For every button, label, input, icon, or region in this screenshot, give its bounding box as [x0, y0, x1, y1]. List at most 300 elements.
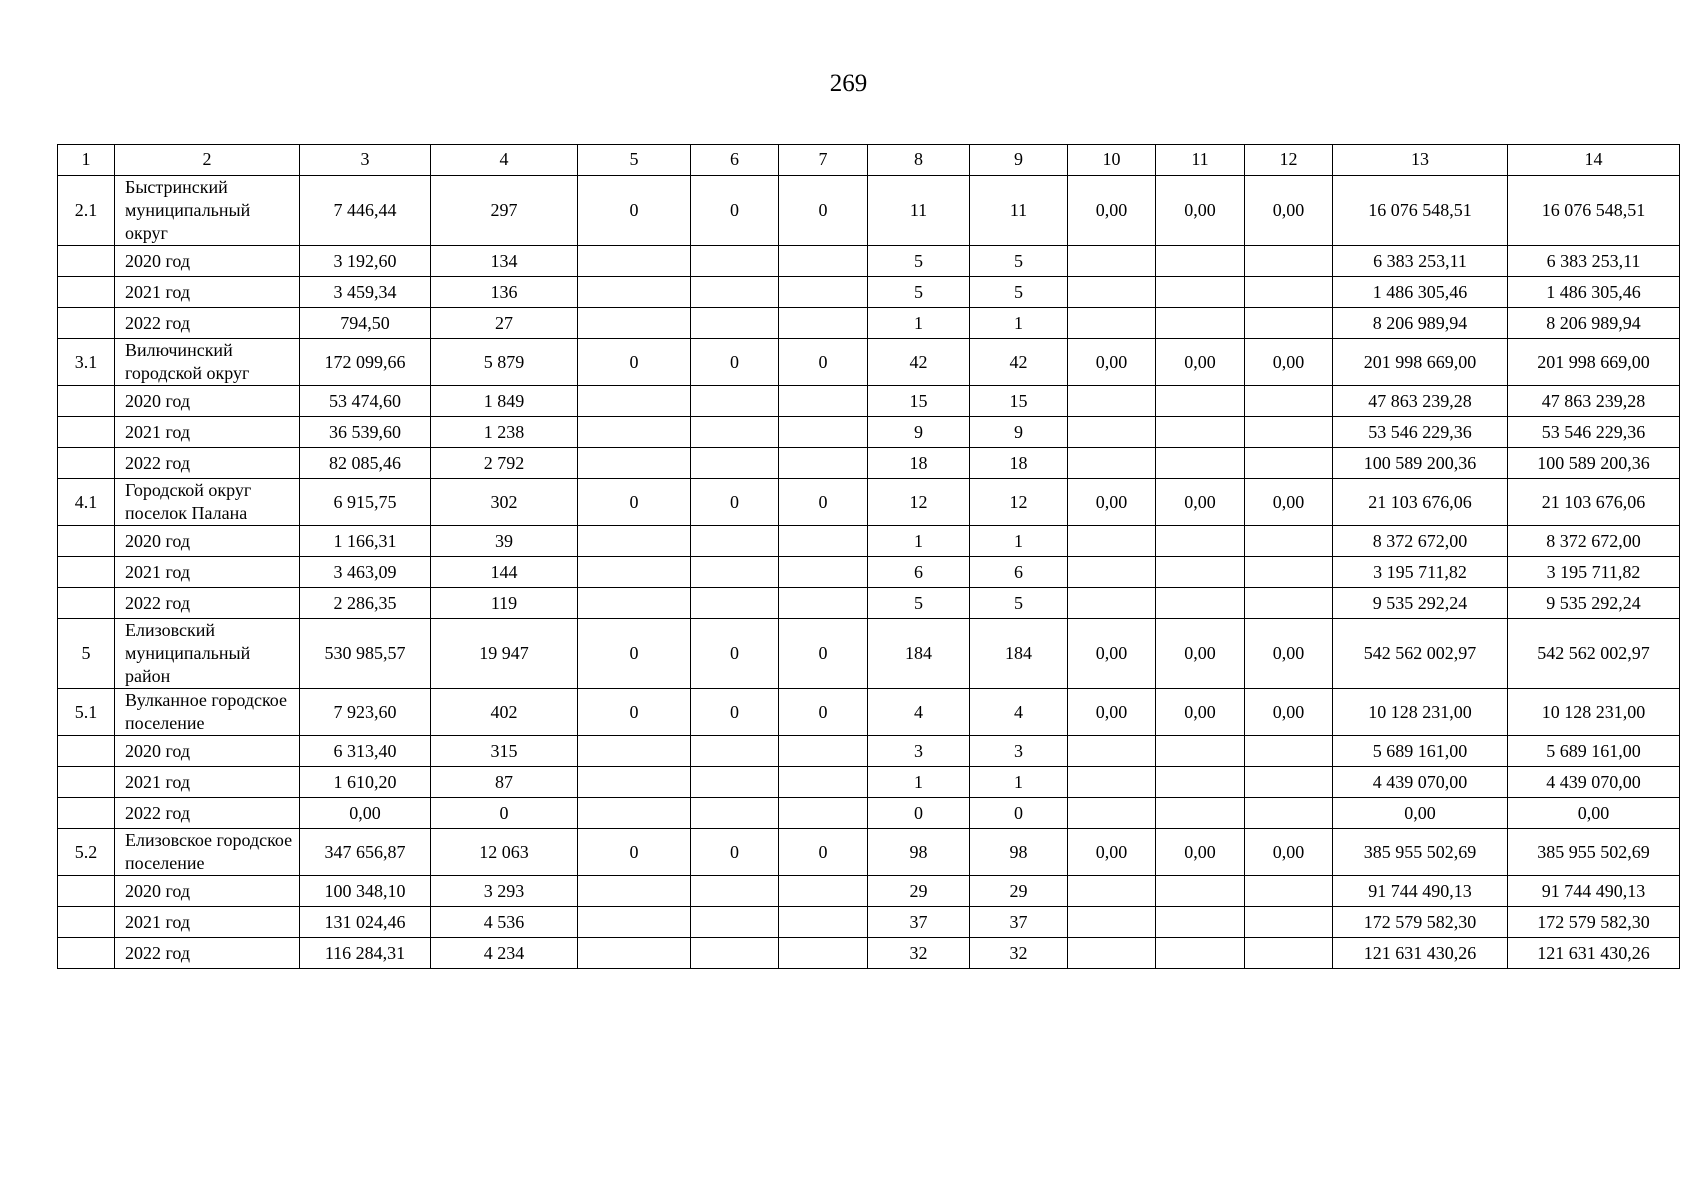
value-cell [1245, 246, 1333, 277]
value-cell [691, 277, 779, 308]
value-cell [578, 277, 691, 308]
column-number-cell: 14 [1508, 145, 1680, 176]
value-cell [1245, 417, 1333, 448]
value-cell: 0 [691, 176, 779, 246]
value-cell [691, 386, 779, 417]
value-cell: 3 192,60 [300, 246, 431, 277]
page-number: 269 [829, 70, 868, 97]
value-cell: 29 [868, 876, 970, 907]
value-cell [779, 557, 868, 588]
municipality-row [58, 339, 1680, 386]
value-cell: 0 [691, 689, 779, 736]
value-cell: 0 [578, 176, 691, 246]
row-name-cell: Вулканное городское поселение [115, 689, 300, 736]
value-cell [1156, 448, 1245, 479]
value-cell: 8 206 989,94 [1508, 308, 1680, 339]
value-cell: 18 [970, 448, 1068, 479]
value-cell: 542 562 002,97 [1333, 619, 1508, 689]
value-cell: 0,00 [1245, 176, 1333, 246]
value-cell: 530 985,57 [300, 619, 431, 689]
value-cell: 0,00 [1245, 619, 1333, 689]
value-cell [691, 767, 779, 798]
value-cell: 1 [868, 526, 970, 557]
value-cell: 1 486 305,46 [1333, 277, 1508, 308]
value-cell [1068, 798, 1156, 829]
value-cell: 0 [431, 798, 578, 829]
value-cell: 131 024,46 [300, 907, 431, 938]
value-cell: 27 [431, 308, 578, 339]
row-name-cell: 2020 год [115, 736, 300, 767]
value-cell: 0 [779, 176, 868, 246]
value-cell [1156, 246, 1245, 277]
value-cell [578, 876, 691, 907]
value-cell: 39 [431, 526, 578, 557]
column-number-cell: 2 [115, 145, 300, 176]
value-cell [578, 588, 691, 619]
value-cell: 172 099,66 [300, 339, 431, 386]
value-cell [1068, 938, 1156, 969]
row-index-cell [58, 526, 115, 557]
year-row [58, 736, 1680, 767]
value-cell: 0 [578, 479, 691, 526]
value-cell: 5 [970, 277, 1068, 308]
value-cell [578, 767, 691, 798]
value-cell: 0,00 [300, 798, 431, 829]
value-cell [1068, 277, 1156, 308]
value-cell: 542 562 002,97 [1508, 619, 1680, 689]
value-cell: 0,00 [1068, 339, 1156, 386]
municipality-row [58, 619, 1680, 689]
value-cell: 0,00 [1156, 479, 1245, 526]
municipality-row [58, 479, 1680, 526]
row-index-cell [58, 557, 115, 588]
value-cell: 47 863 239,28 [1508, 386, 1680, 417]
row-name-cell: 2021 год [115, 767, 300, 798]
value-cell: 3 459,34 [300, 277, 431, 308]
value-cell [1068, 876, 1156, 907]
row-name-cell: 2021 год [115, 557, 300, 588]
value-cell [779, 246, 868, 277]
value-cell [1156, 277, 1245, 308]
row-index-cell [58, 588, 115, 619]
value-cell [1156, 588, 1245, 619]
value-cell: 100 589 200,36 [1333, 448, 1508, 479]
value-cell [578, 448, 691, 479]
municipality-row [58, 829, 1680, 876]
value-cell: 5 689 161,00 [1333, 736, 1508, 767]
value-cell: 100 348,10 [300, 876, 431, 907]
value-cell: 6 [970, 557, 1068, 588]
value-cell: 100 589 200,36 [1508, 448, 1680, 479]
value-cell [691, 526, 779, 557]
row-index-cell: 5 [58, 619, 115, 689]
year-row [58, 308, 1680, 339]
row-name-cell: 2022 год [115, 308, 300, 339]
row-name-cell: 2021 год [115, 277, 300, 308]
row-index-cell [58, 767, 115, 798]
value-cell: 134 [431, 246, 578, 277]
value-cell: 8 206 989,94 [1333, 308, 1508, 339]
value-cell [578, 907, 691, 938]
value-cell [1156, 938, 1245, 969]
value-cell [691, 938, 779, 969]
value-cell: 5 689 161,00 [1508, 736, 1680, 767]
value-cell: 82 085,46 [300, 448, 431, 479]
value-cell: 98 [868, 829, 970, 876]
value-cell: 11 [970, 176, 1068, 246]
column-number-cell: 1 [58, 145, 115, 176]
value-cell: 8 372 672,00 [1508, 526, 1680, 557]
value-cell [691, 907, 779, 938]
value-cell: 0,00 [1245, 829, 1333, 876]
header-row [58, 145, 1680, 176]
value-cell: 12 [970, 479, 1068, 526]
row-name-cell: Городской округ поселок Палана [115, 479, 300, 526]
value-cell: 119 [431, 588, 578, 619]
value-cell: 6 915,75 [300, 479, 431, 526]
value-cell: 0,00 [1245, 479, 1333, 526]
value-cell [779, 526, 868, 557]
value-cell [1156, 557, 1245, 588]
value-cell: 0,00 [1156, 619, 1245, 689]
value-cell: 347 656,87 [300, 829, 431, 876]
value-cell: 1 849 [431, 386, 578, 417]
value-cell [691, 308, 779, 339]
column-number-cell: 3 [300, 145, 431, 176]
value-cell: 53 546 229,36 [1508, 417, 1680, 448]
value-cell: 385 955 502,69 [1508, 829, 1680, 876]
value-cell: 0 [578, 339, 691, 386]
value-cell: 121 631 430,26 [1333, 938, 1508, 969]
value-cell: 12 063 [431, 829, 578, 876]
value-cell: 0 [691, 619, 779, 689]
column-number-cell: 4 [431, 145, 578, 176]
value-cell: 42 [868, 339, 970, 386]
value-cell: 47 863 239,28 [1333, 386, 1508, 417]
value-cell: 37 [970, 907, 1068, 938]
row-index-cell [58, 448, 115, 479]
value-cell: 5 [868, 277, 970, 308]
value-cell [578, 938, 691, 969]
value-cell [1245, 907, 1333, 938]
value-cell [779, 767, 868, 798]
value-cell: 7 923,60 [300, 689, 431, 736]
row-index-cell: 4.1 [58, 479, 115, 526]
year-row [58, 767, 1680, 798]
value-cell: 1 [970, 308, 1068, 339]
value-cell: 0,00 [1068, 619, 1156, 689]
value-cell: 16 076 548,51 [1333, 176, 1508, 246]
value-cell: 172 579 582,30 [1333, 907, 1508, 938]
row-index-cell: 5.1 [58, 689, 115, 736]
value-cell: 53 546 229,36 [1333, 417, 1508, 448]
year-row [58, 588, 1680, 619]
row-name-cell: Быстринский муниципальный округ [115, 176, 300, 246]
value-cell: 2 792 [431, 448, 578, 479]
year-row [58, 277, 1680, 308]
row-index-cell [58, 938, 115, 969]
value-cell: 4 [970, 689, 1068, 736]
value-cell: 91 744 490,13 [1333, 876, 1508, 907]
value-cell: 116 284,31 [300, 938, 431, 969]
value-cell: 0,00 [1508, 798, 1680, 829]
value-cell: 15 [970, 386, 1068, 417]
row-index-cell [58, 876, 115, 907]
column-number-cell: 10 [1068, 145, 1156, 176]
value-cell [1156, 767, 1245, 798]
value-cell: 5 [970, 588, 1068, 619]
value-cell: 1 [970, 526, 1068, 557]
value-cell: 0,00 [1068, 829, 1156, 876]
value-cell: 0,00 [1156, 176, 1245, 246]
value-cell [1245, 876, 1333, 907]
year-row [58, 246, 1680, 277]
value-cell: 15 [868, 386, 970, 417]
value-cell [1245, 736, 1333, 767]
value-cell [1156, 386, 1245, 417]
value-cell: 402 [431, 689, 578, 736]
value-cell [779, 308, 868, 339]
value-cell: 0 [578, 619, 691, 689]
value-cell [779, 417, 868, 448]
value-cell [1156, 798, 1245, 829]
value-cell [1156, 876, 1245, 907]
value-cell [779, 876, 868, 907]
row-name-cell: 2020 год [115, 526, 300, 557]
year-row [58, 448, 1680, 479]
value-cell: 3 293 [431, 876, 578, 907]
value-cell: 98 [970, 829, 1068, 876]
municipality-row [58, 176, 1680, 246]
value-cell [1245, 386, 1333, 417]
value-cell [691, 798, 779, 829]
value-cell: 10 128 231,00 [1333, 689, 1508, 736]
row-name-cell: 2022 год [115, 798, 300, 829]
value-cell: 11 [868, 176, 970, 246]
column-number-cell: 9 [970, 145, 1068, 176]
value-cell [1245, 588, 1333, 619]
value-cell: 0 [868, 798, 970, 829]
value-cell: 1 [868, 308, 970, 339]
value-cell [1245, 557, 1333, 588]
value-cell [1156, 308, 1245, 339]
row-name-cell: 2022 год [115, 938, 300, 969]
value-cell: 0 [578, 829, 691, 876]
value-cell: 6 313,40 [300, 736, 431, 767]
value-cell: 0 [578, 689, 691, 736]
value-cell [1068, 417, 1156, 448]
year-row [58, 876, 1680, 907]
row-name-cell: 2020 год [115, 246, 300, 277]
row-index-cell [58, 736, 115, 767]
value-cell [691, 736, 779, 767]
value-cell [1068, 907, 1156, 938]
column-number-cell: 11 [1156, 145, 1245, 176]
value-cell: 91 744 490,13 [1508, 876, 1680, 907]
value-cell [578, 386, 691, 417]
value-cell: 0,00 [1156, 339, 1245, 386]
row-name-cell: Вилючинский городской округ [115, 339, 300, 386]
value-cell: 0 [779, 339, 868, 386]
value-cell: 4 439 070,00 [1508, 767, 1680, 798]
value-cell: 0 [779, 619, 868, 689]
value-cell: 4 536 [431, 907, 578, 938]
value-cell: 21 103 676,06 [1508, 479, 1680, 526]
row-index-cell [58, 277, 115, 308]
value-cell: 1 [970, 767, 1068, 798]
value-cell: 0 [779, 829, 868, 876]
value-cell [779, 277, 868, 308]
row-index-cell [58, 308, 115, 339]
value-cell [1156, 736, 1245, 767]
value-cell [1245, 798, 1333, 829]
value-cell [578, 246, 691, 277]
value-cell [691, 588, 779, 619]
row-index-cell [58, 386, 115, 417]
row-name-cell: 2021 год [115, 907, 300, 938]
row-index-cell: 5.2 [58, 829, 115, 876]
row-name-cell: 2021 год [115, 417, 300, 448]
value-cell [1156, 417, 1245, 448]
value-cell [578, 308, 691, 339]
value-cell: 136 [431, 277, 578, 308]
value-cell: 3 195 711,82 [1508, 557, 1680, 588]
value-cell: 385 955 502,69 [1333, 829, 1508, 876]
value-cell [578, 526, 691, 557]
value-cell: 87 [431, 767, 578, 798]
value-cell: 201 998 669,00 [1333, 339, 1508, 386]
value-cell [779, 938, 868, 969]
value-cell [1068, 308, 1156, 339]
value-cell: 10 128 231,00 [1508, 689, 1680, 736]
value-cell [779, 448, 868, 479]
value-cell: 0 [779, 479, 868, 526]
value-cell: 2 286,35 [300, 588, 431, 619]
year-row [58, 417, 1680, 448]
column-number-cell: 8 [868, 145, 970, 176]
value-cell: 42 [970, 339, 1068, 386]
value-cell: 7 446,44 [300, 176, 431, 246]
value-cell [578, 736, 691, 767]
value-cell: 0,00 [1156, 689, 1245, 736]
value-cell: 0,00 [1068, 479, 1156, 526]
value-cell: 16 076 548,51 [1508, 176, 1680, 246]
value-cell: 18 [868, 448, 970, 479]
value-cell: 0,00 [1245, 689, 1333, 736]
value-cell [1068, 526, 1156, 557]
value-cell: 0 [691, 339, 779, 386]
value-cell [691, 557, 779, 588]
value-cell: 315 [431, 736, 578, 767]
value-cell: 3 195 711,82 [1333, 557, 1508, 588]
column-number-cell: 13 [1333, 145, 1508, 176]
value-cell: 144 [431, 557, 578, 588]
value-cell [578, 557, 691, 588]
row-name-cell: 2022 год [115, 588, 300, 619]
row-name-cell: Елизовское городское поселение [115, 829, 300, 876]
value-cell [1245, 308, 1333, 339]
value-cell [1156, 907, 1245, 938]
value-cell: 21 103 676,06 [1333, 479, 1508, 526]
value-cell: 32 [970, 938, 1068, 969]
value-cell: 9 [970, 417, 1068, 448]
value-cell [1245, 277, 1333, 308]
value-cell: 794,50 [300, 308, 431, 339]
value-cell: 4 234 [431, 938, 578, 969]
value-cell [1068, 767, 1156, 798]
value-cell [691, 448, 779, 479]
value-cell: 5 879 [431, 339, 578, 386]
value-cell: 53 474,60 [300, 386, 431, 417]
value-cell [1156, 526, 1245, 557]
value-cell: 1 166,31 [300, 526, 431, 557]
value-cell [1245, 448, 1333, 479]
value-cell [1068, 246, 1156, 277]
value-cell: 0 [779, 689, 868, 736]
value-cell [1068, 588, 1156, 619]
value-cell: 4 439 070,00 [1333, 767, 1508, 798]
municipality-row [58, 689, 1680, 736]
row-index-cell [58, 246, 115, 277]
value-cell: 0 [691, 829, 779, 876]
value-cell: 1 238 [431, 417, 578, 448]
year-row [58, 526, 1680, 557]
column-number-cell: 5 [578, 145, 691, 176]
value-cell [779, 798, 868, 829]
value-cell: 6 383 253,11 [1508, 246, 1680, 277]
value-cell: 121 631 430,26 [1508, 938, 1680, 969]
value-cell [578, 798, 691, 829]
value-cell: 0 [970, 798, 1068, 829]
value-cell: 9 535 292,24 [1508, 588, 1680, 619]
year-row [58, 386, 1680, 417]
value-cell: 0,00 [1245, 339, 1333, 386]
value-cell: 172 579 582,30 [1508, 907, 1680, 938]
value-cell [578, 417, 691, 448]
value-cell: 0,00 [1156, 829, 1245, 876]
value-cell: 297 [431, 176, 578, 246]
row-name-cell: Елизовский муниципальный район [115, 619, 300, 689]
value-cell: 29 [970, 876, 1068, 907]
value-cell [779, 386, 868, 417]
value-cell [691, 246, 779, 277]
value-cell [779, 907, 868, 938]
value-cell: 3 [868, 736, 970, 767]
value-cell: 5 [868, 588, 970, 619]
column-number-cell: 12 [1245, 145, 1333, 176]
value-cell: 9 535 292,24 [1333, 588, 1508, 619]
value-cell [691, 417, 779, 448]
value-cell: 4 [868, 689, 970, 736]
value-cell: 3 463,09 [300, 557, 431, 588]
value-cell: 3 [970, 736, 1068, 767]
value-cell [1245, 526, 1333, 557]
data-table [57, 144, 1680, 969]
value-cell: 12 [868, 479, 970, 526]
row-index-cell [58, 798, 115, 829]
value-cell [691, 876, 779, 907]
value-cell: 5 [868, 246, 970, 277]
value-cell [779, 588, 868, 619]
value-cell: 5 [970, 246, 1068, 277]
value-cell [1245, 938, 1333, 969]
column-number-cell: 7 [779, 145, 868, 176]
value-cell: 1 [868, 767, 970, 798]
row-index-cell: 2.1 [58, 176, 115, 246]
value-cell: 0,00 [1068, 176, 1156, 246]
value-cell: 184 [970, 619, 1068, 689]
value-cell: 6 383 253,11 [1333, 246, 1508, 277]
